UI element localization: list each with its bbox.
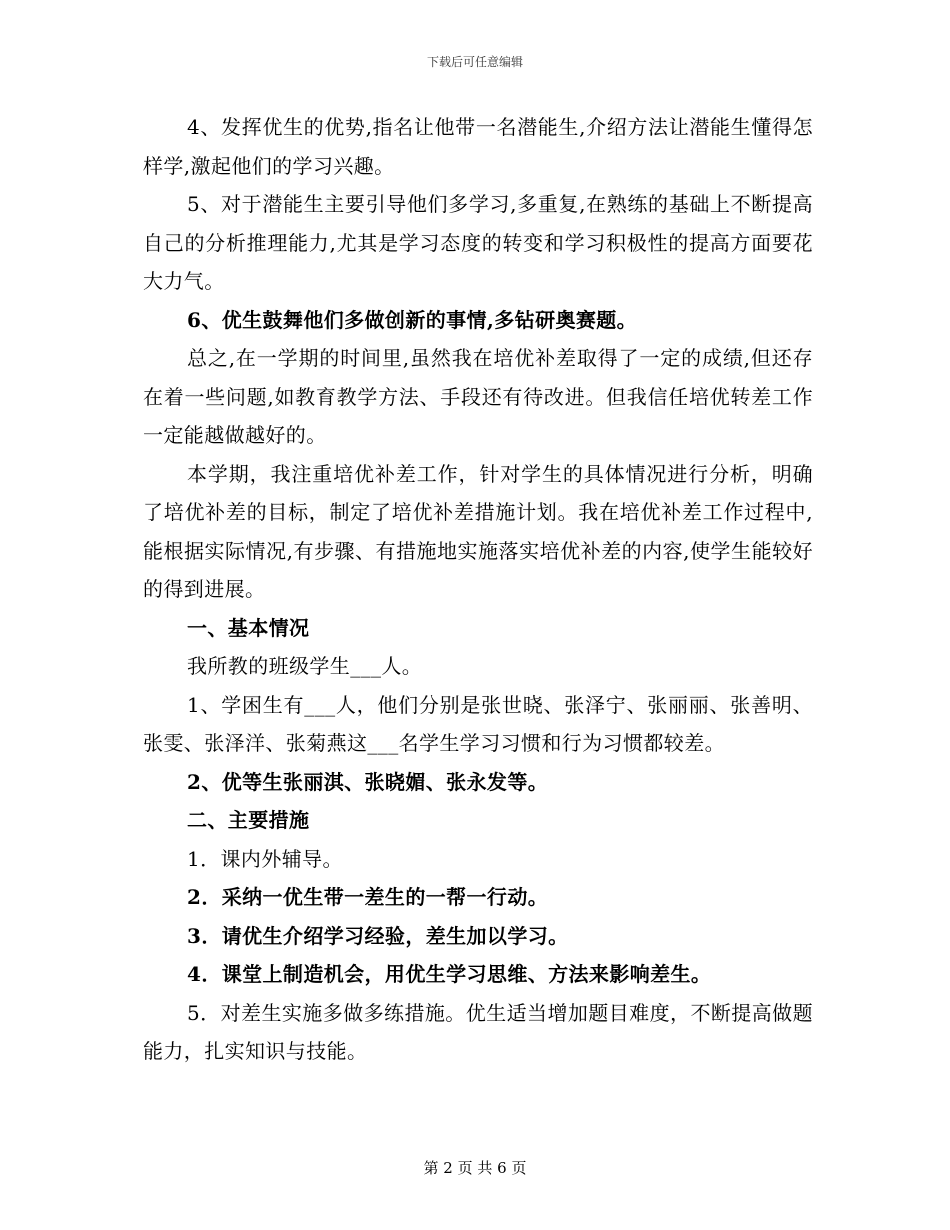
measure-item-3: 3．请优生介绍学习经验，差生加以学习。 <box>187 923 569 948</box>
measure-item-5: 5．对差生实施多做多练措施。优生适当增加题目难度，不断提高做题能力，扎实知识与技能。 <box>143 1000 813 1063</box>
paragraph-4: 总之,在一学期的时间里,虽然我在培优补差取得了一定的成绩,但还存在着一些问题,如教育教学方法、手段还有待改进。但我信任培优转差工作一定能越做越好的。 <box>143 346 813 447</box>
measure-item-1: 1．课内外辅导。 <box>187 846 343 871</box>
paragraph-9: 2、优等生张丽淇、张晓媚、张永发等。 <box>187 769 549 794</box>
section-heading-measures: 二、主要措施 <box>187 808 310 832</box>
measure-item-4: 4．课堂上制造机会，用优生学习思维、方法来影响差生。 <box>187 962 712 986</box>
paragraph-1: 4、发挥优生的优势,指名让他带一名潜能生,介绍方法让潜能生懂得怎样学,激起他们的学习兴趣。 <box>143 115 813 178</box>
paragraph-2: 5、对于潜能生主要引导他们多学习,多重复,在熟练的基础上不断提高自己的分析推理能力,尤其是学习态度的转变和学习积极性的提高方面要花大力气。 <box>143 192 813 293</box>
measure-item-2: 2．采纳一优生带一差生的一帮一行动。 <box>187 885 549 909</box>
paragraph-3: 6、优生鼓舞他们多做创新的事情,多钻研奥赛题。 <box>187 307 638 332</box>
page-footer: 第 2 页 共 6 页 <box>423 1159 527 1177</box>
document-body <box>143 108 813 1071</box>
page-header: 下载后可任意编辑 <box>426 55 523 69</box>
paragraph-5: 本学期，我注重培优补差工作，针对学生的具体情况进行分析，明确了培优补差的目标，制定了培优补差措施计划。我在培优补差工作过程中,能根据实际情况,有步骤、有措施地实施落实培优补差的内容,使学生能较好的得到进展。 <box>143 461 813 601</box>
paragraph-8: 1、学困生有___人，他们分别是张世晓、张泽宁、张丽丽、张善明、张雯、张泽洋、张菊燕这___名学生学习习惯和行为习惯都较差。 <box>143 692 813 755</box>
section-heading-basic: 一、基本情况 <box>187 615 310 640</box>
paragraph-7: 我所教的班级学生___人。 <box>187 654 423 678</box>
